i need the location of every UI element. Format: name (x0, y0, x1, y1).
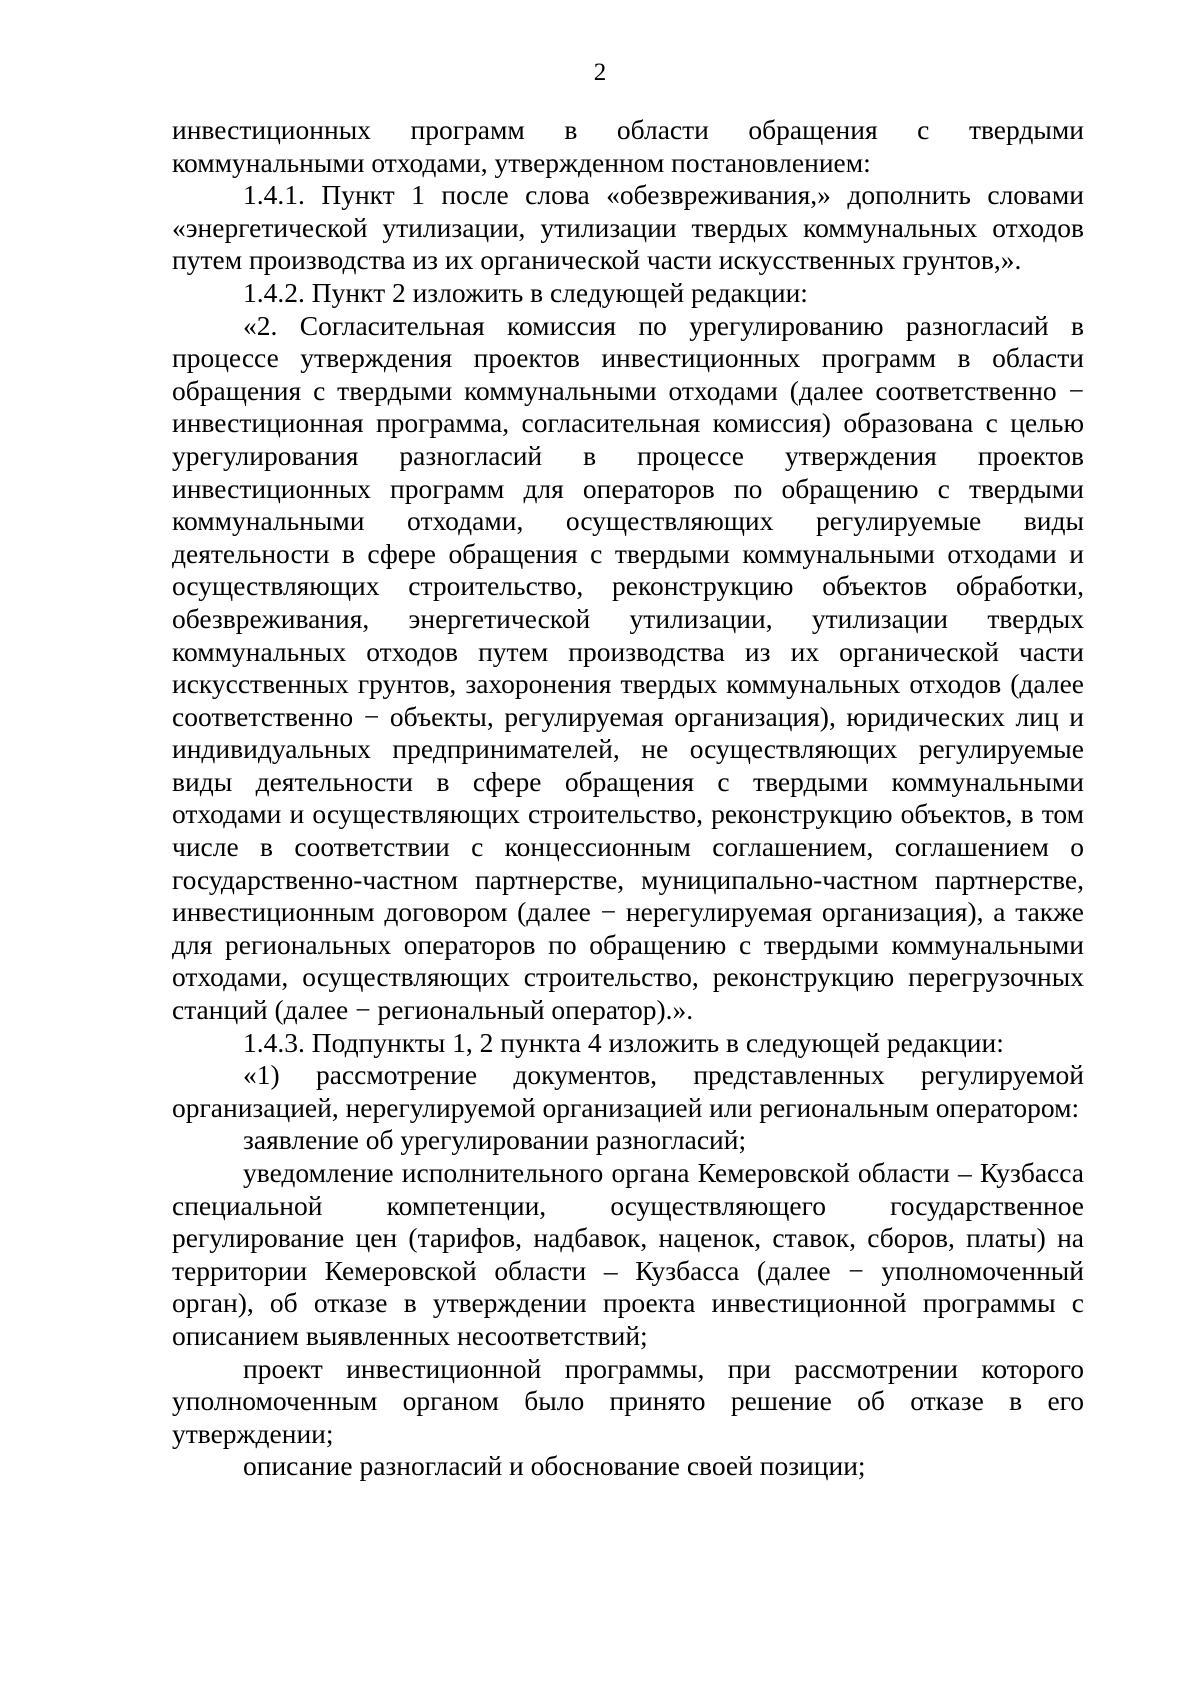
paragraph-clause-2: «2. Согласительная комиссия по урегулированию разногласий в процессе утверждения проектов инвестиционных программ в области обращения с твердыми коммунальными отходами (далее соответственно − инвестиционная программа, согласительная комиссия) образована с целью урегулирования разногласий в процессе утверждения проектов инвестиционных программ для операторов по обращению с твердыми коммунальными отходами, осуществляющих регулируемые виды деятельности в сфере обращения с твердыми коммунальными отходами и осуществляющих строительство, реконструкцию объектов обработки, обезвреживания, энергетической утилизации, утилизации твердых коммунальных отходов путем производства из их органической части искусственных грунтов, захоронения твердых коммунальных отходов (далее соответственно − объекты, регулируемая организация), юридических лиц и индивидуальных предпринимателей, не осуществляющих регулируемые виды деятельности в сфере обращения с твердыми коммунальными отходами и осуществляющих строительство, реконструкцию объектов, в том числе в соответствии с концессионным соглашением, соглашением о государственно-частном партнерстве, муниципально-частном партнерстве, инвестиционным договором (далее − нерегулируемая организация), а также для региональных операторов по обращению с твердыми коммунальными отходами, осуществляющих строительство, реконструкцию перегрузочных станций (далее − региональный оператор).». (172, 309, 1084, 1026)
paragraph-1-4-1: 1.4.1. Пункт 1 после слова «обезвреживания,» дополнить словами «энергетической утилизации, утилизации твердых коммунальных отходов путем производства из их органической части искусственных грунтов,». (172, 179, 1084, 276)
paragraph-1-4-3: 1.4.3. Подпункты 1, 2 пункта 4 изложить в следующей редакции: (243, 1026, 1004, 1058)
paragraph-1-4-2: 1.4.2. Пункт 2 изложить в следующей редакции: (243, 276, 808, 308)
page-number: 2 (593, 59, 607, 86)
list-item-application: заявление об урегулировании разногласий; (243, 1124, 747, 1156)
paragraph-subclause-1: «1) рассмотрение документов, представленных регулируемой организацией, нерегулируемой организацией или региональным оператором: (172, 1059, 1084, 1123)
paragraph-continuation: инвестиционных программ в области обращения с твердыми коммунальными отходами, утвержденном постановлением: (172, 114, 1084, 178)
list-item-notification: уведомление исполнительного органа Кемеровской области – Кузбасса специальной компетенции, осуществляющего государственное регулирование цен (тарифов, надбавок, наценок, ставок, сборов, платы) на территории Кемеровской области – Кузбасса (далее − уполномоченный орган), об отказе в утверждении проекта инвестиционной программы с описанием выявленных несоответствий; (172, 1157, 1084, 1351)
list-item-description: описание разногласий и обоснование своей позиции; (243, 1450, 866, 1482)
list-item-draft-program: проект инвестиционной программы, при рассмотрении которого уполномоченным органом было принято решение об отказе в его утверждении; (172, 1352, 1084, 1449)
document-body (172, 114, 1084, 1483)
